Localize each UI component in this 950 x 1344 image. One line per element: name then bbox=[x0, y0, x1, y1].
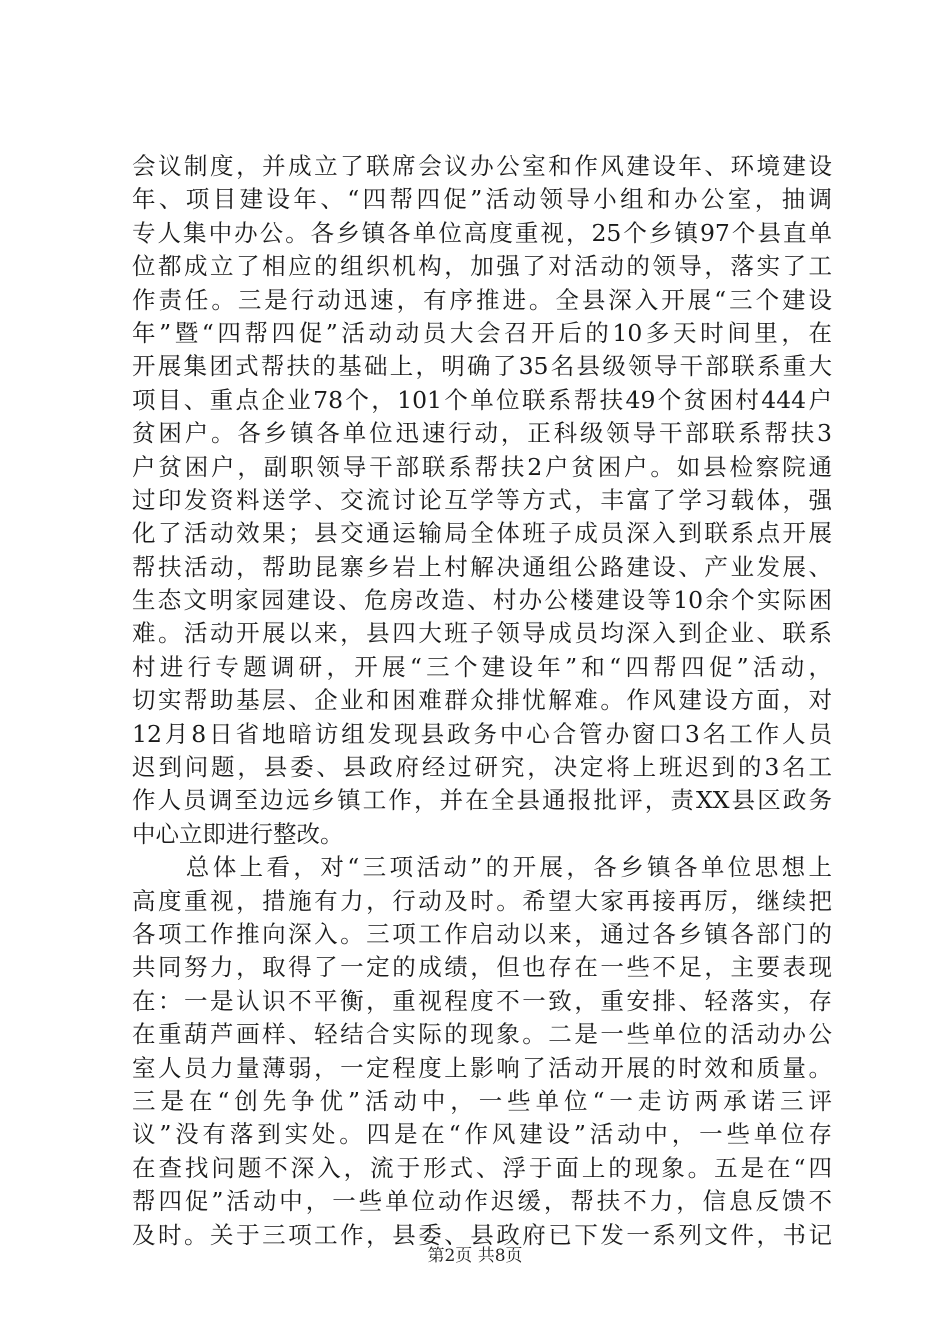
text-line: 共同努力，取得了一定的成绩，但也存在一些不足，主要表现 bbox=[132, 953, 832, 982]
text-line: 难。活动开展以来，县四大班子领导成员均深入到企业、联系 bbox=[132, 619, 832, 648]
text-line: 及时。关于三项工作，县委、县政府已下发一系列文件，书记 bbox=[132, 1220, 832, 1249]
text-line: 开展集团式帮扶的基础上，明确了35名县级领导干部联系重大 bbox=[132, 352, 832, 381]
text-line: 村进行专题调研，开展“三个建设年”和“四帮四促”活动， bbox=[132, 652, 832, 681]
body-text bbox=[132, 150, 832, 1252]
text-line: 室人员力量薄弱，一定程度上影响了活动开展的时效和质量。 bbox=[132, 1053, 832, 1082]
text-line: 帮扶活动，帮助昆寨乡岩上村解决通组公路建设、产业发展、 bbox=[132, 552, 832, 581]
text-line: 贫困户。各乡镇各单位迅速行动，正科级领导干部联系帮扶3 bbox=[132, 419, 832, 448]
text-line: 位都成立了相应的组织机构，加强了对活动的领导，落实了工 bbox=[132, 252, 832, 281]
text-line: 项目、重点企业78个，101个单位联系帮扶49个贫困村444户 bbox=[132, 385, 832, 414]
text-line: 各项工作推向深入。三项工作启动以来，通过各乡镇各部门的 bbox=[132, 919, 832, 948]
text-line: 中心立即进行整改。 bbox=[132, 819, 344, 848]
paragraph-start-line: 总体上看，对“三项活动”的开展，各乡镇各单位思想上 bbox=[132, 853, 832, 882]
text-line: 化了活动效果；县交通运输局全体班子成员深入到联系点开展 bbox=[132, 519, 832, 548]
text-line: 在：一是认识不平衡，重视程度不一致，重安排、轻落实，存 bbox=[132, 986, 832, 1015]
text-line: 专人集中办公。各乡镇各单位高度重视，25个乡镇97个县直单 bbox=[132, 218, 832, 247]
text-line: 三是在“创先争优”活动中，一些单位“一走访两承诺三评 bbox=[132, 1086, 832, 1115]
text-line: 作人员调至边远乡镇工作，并在全县通报批评，责XX县区政务 bbox=[132, 786, 832, 815]
text-line: 12月8日省地暗访组发现县政务中心合管办窗口3名工作人员 bbox=[132, 719, 832, 748]
text-line: 在查找问题不深入，流于形式、浮于面上的现象。五是在“四 bbox=[132, 1153, 832, 1182]
text-line: 年”暨“四帮四促”活动动员大会召开后的10多天时间里，在 bbox=[132, 318, 832, 347]
text-line: 会议制度，并成立了联席会议办公室和作风建设年、环境建设 bbox=[132, 152, 832, 180]
text-line: 在重葫芦画样、轻结合实际的现象。二是一些单位的活动办公 bbox=[132, 1020, 832, 1049]
text-line: 作责任。三是行动迅速，有序推进。全县深入开展“三个建设 bbox=[132, 285, 832, 314]
text-line: 帮四促”活动中，一些单位动作迟缓，帮扶不力，信息反馈不 bbox=[132, 1187, 832, 1216]
text-line: 切实帮助基层、企业和困难群众排忧解难。作风建设方面，对 bbox=[132, 686, 832, 715]
text-line: 年、项目建设年、“四帮四促”活动领导小组和办公室，抽调 bbox=[132, 185, 832, 214]
text-line: 议”没有落到实处。四是在“作风建设”活动中，一些单位存 bbox=[132, 1120, 832, 1149]
text-line: 生态文明家园建设、危房改造、村办公楼建设等10余个实际困 bbox=[132, 586, 832, 615]
text-line: 迟到问题，县委、县政府经过研究，决定将上班迟到的3名工 bbox=[132, 753, 832, 782]
page-number-footer: 第2页 共8页 bbox=[427, 1246, 523, 1266]
text-line: 过印发资料送学、交流讨论互学等方式，丰富了学习载体，强 bbox=[132, 485, 832, 514]
text-line: 高度重视，措施有力，行动及时。希望大家再接再厉，继续把 bbox=[132, 886, 832, 915]
text-line: 户贫困户，副职领导干部联系帮扶2户贫困户。如县检察院通 bbox=[132, 452, 832, 481]
